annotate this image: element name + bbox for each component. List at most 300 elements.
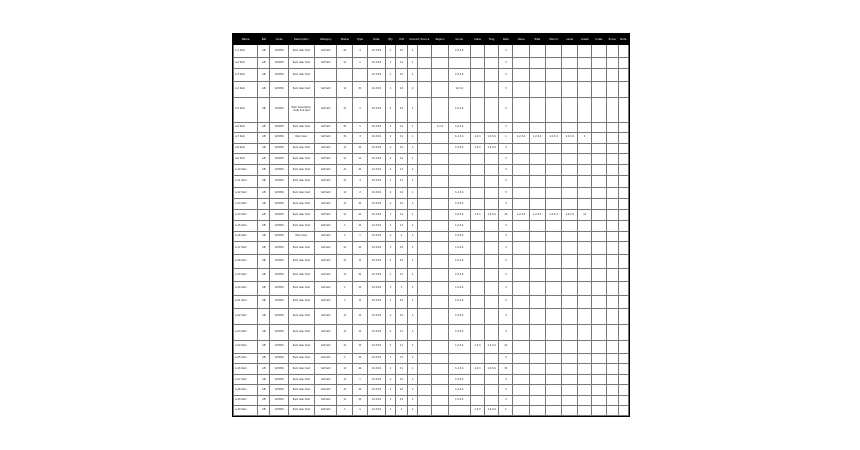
table-cell[interactable] [606, 132, 618, 143]
table-cell[interactable]: Cat text [314, 221, 336, 231]
table-cell[interactable] [562, 340, 578, 353]
table-cell[interactable]: 12.3.04 [367, 324, 385, 340]
table-cell[interactable]: 12.3.04 [367, 395, 385, 405]
table-cell[interactable]: 3 [499, 309, 513, 325]
table-cell[interactable]: 11 [353, 353, 367, 363]
table-cell[interactable]: 12.3.04 [367, 143, 385, 153]
table-cell[interactable]: A-14 item [234, 210, 258, 221]
table-cell[interactable] [470, 187, 484, 198]
table-cell[interactable] [592, 210, 606, 221]
column-header[interactable]: Amount [408, 35, 418, 45]
table-cell[interactable] [470, 268, 484, 281]
table-cell[interactable]: Item desc text [288, 405, 314, 415]
table-cell[interactable]: 1 [337, 295, 353, 308]
table-cell[interactable] [418, 132, 432, 143]
table-cell[interactable] [418, 405, 432, 415]
table-cell[interactable] [513, 268, 529, 281]
table-cell[interactable]: Cat text [314, 364, 336, 375]
table-cell[interactable]: 11 [395, 221, 407, 231]
table-cell[interactable]: 11 [337, 241, 353, 254]
table-cell[interactable] [485, 385, 499, 395]
table-cell[interactable]: Cat text [314, 122, 336, 132]
table-cell[interactable] [418, 340, 432, 353]
column-header[interactable]: Category [314, 35, 336, 45]
table-cell[interactable]: 1 [408, 255, 418, 268]
table-cell[interactable] [470, 153, 484, 164]
table-cell[interactable] [513, 375, 529, 385]
table-cell[interactable] [432, 340, 448, 353]
table-cell[interactable]: 1 [353, 375, 367, 385]
table-cell[interactable]: 12 [395, 241, 407, 254]
table-cell[interactable]: 21 [353, 241, 367, 254]
table-cell[interactable]: A-24 item [234, 340, 258, 353]
table-cell[interactable] [545, 187, 561, 198]
table-cell[interactable]: 1 [385, 405, 395, 415]
table-cell[interactable] [513, 97, 529, 122]
table-cell[interactable]: AB [258, 255, 270, 268]
table-cell[interactable]: 1.2.3.4 [448, 132, 470, 143]
table-cell[interactable] [606, 295, 618, 308]
table-cell[interactable] [513, 231, 529, 241]
table-cell[interactable]: 3 [499, 295, 513, 308]
table-cell[interactable] [513, 198, 529, 209]
table-cell[interactable]: Item desc text [288, 255, 314, 268]
table-cell[interactable] [578, 143, 592, 153]
table-cell[interactable]: A-8 item [234, 143, 258, 153]
column-header[interactable]: Grade [578, 35, 592, 45]
table-cell[interactable]: 3 [499, 122, 513, 132]
table-cell[interactable] [448, 165, 470, 176]
table-cell[interactable] [418, 364, 432, 375]
table-cell[interactable]: 1 [385, 68, 395, 81]
table-cell[interactable] [529, 45, 545, 58]
table-cell[interactable]: Item desc text [288, 340, 314, 353]
table-cell[interactable]: 21 [353, 82, 367, 98]
table-cell[interactable] [618, 198, 628, 209]
table-cell[interactable] [529, 282, 545, 295]
table-cell[interactable] [529, 340, 545, 353]
table-cell[interactable] [606, 405, 618, 415]
table-cell[interactable] [592, 364, 606, 375]
table-cell[interactable] [606, 268, 618, 281]
table-cell[interactable] [578, 340, 592, 353]
table-cell[interactable]: 2 [353, 187, 367, 198]
table-cell[interactable] [618, 295, 628, 308]
table-cell[interactable] [432, 68, 448, 81]
table-cell[interactable] [592, 375, 606, 385]
table-cell[interactable]: 1 [408, 58, 418, 68]
table-cell[interactable]: 123456 [270, 198, 288, 209]
table-cell[interactable]: 11 [353, 309, 367, 325]
table-cell[interactable]: 1 [385, 353, 395, 363]
table-cell[interactable] [592, 340, 606, 353]
table-cell[interactable]: 12.3.04 [367, 375, 385, 385]
table-cell[interactable] [592, 132, 606, 143]
table-cell[interactable] [529, 255, 545, 268]
table-cell[interactable]: 11 [337, 82, 353, 98]
table-cell[interactable] [578, 282, 592, 295]
table-cell[interactable] [618, 58, 628, 68]
table-cell[interactable] [618, 210, 628, 221]
table-cell[interactable] [529, 198, 545, 209]
table-cell[interactable]: 11 [337, 176, 353, 187]
table-cell[interactable] [606, 385, 618, 395]
table-cell[interactable]: 1.2.3.4 [448, 97, 470, 122]
table-cell[interactable] [432, 176, 448, 187]
table-cell[interactable] [606, 97, 618, 122]
table-cell[interactable] [618, 221, 628, 231]
table-cell[interactable]: 11 [337, 210, 353, 221]
table-cell[interactable] [606, 375, 618, 385]
table-cell[interactable]: 1.2.3.4 [485, 340, 499, 353]
table-cell[interactable]: 1.2.3 [470, 364, 484, 375]
table-cell[interactable]: 1.2.3.4 [448, 324, 470, 340]
table-cell[interactable]: 3 [499, 45, 513, 58]
table-cell[interactable]: 3 [499, 153, 513, 164]
table-cell[interactable]: A-29 item [234, 395, 258, 405]
table-cell[interactable] [545, 143, 561, 153]
table-cell[interactable]: 123456 [270, 282, 288, 295]
table-cell[interactable]: AB [258, 309, 270, 325]
table-cell[interactable]: 1 [385, 221, 395, 231]
table-cell[interactable] [578, 58, 592, 68]
table-cell[interactable] [470, 309, 484, 325]
column-header[interactable]: Qty [385, 35, 395, 45]
table-cell[interactable] [545, 231, 561, 241]
table-cell[interactable] [618, 255, 628, 268]
table-cell[interactable] [470, 165, 484, 176]
table-cell[interactable] [592, 353, 606, 363]
table-cell[interactable] [485, 176, 499, 187]
table-cell[interactable]: 11 [337, 165, 353, 176]
table-cell[interactable] [618, 187, 628, 198]
table-cell[interactable]: 1.2.3 [470, 210, 484, 221]
table-cell[interactable] [432, 353, 448, 363]
column-header[interactable]: Region [432, 35, 448, 45]
table-cell[interactable] [562, 295, 578, 308]
table-cell[interactable] [618, 165, 628, 176]
table-cell[interactable]: Item desc text [288, 165, 314, 176]
table-cell[interactable]: Cat text [314, 97, 336, 122]
table-cell[interactable] [418, 309, 432, 325]
table-cell[interactable] [418, 45, 432, 58]
table-cell[interactable] [470, 82, 484, 98]
table-cell[interactable] [470, 58, 484, 68]
table-cell[interactable] [578, 255, 592, 268]
table-cell[interactable] [418, 143, 432, 153]
table-cell[interactable]: 1 [385, 364, 395, 375]
table-cell[interactable]: 1 [385, 198, 395, 209]
table-cell[interactable]: AB [258, 282, 270, 295]
table-cell[interactable]: 1 [395, 231, 407, 241]
table-cell[interactable] [562, 68, 578, 81]
table-cell[interactable] [545, 375, 561, 385]
table-cell[interactable] [562, 122, 578, 132]
table-cell[interactable]: 123456 [270, 353, 288, 363]
table-cell[interactable] [485, 58, 499, 68]
table-cell[interactable]: A-6 item [234, 122, 258, 132]
table-cell[interactable]: A-22 item [234, 309, 258, 325]
table-cell[interactable]: 11 [395, 340, 407, 353]
table-cell[interactable] [529, 395, 545, 405]
table-cell[interactable] [432, 221, 448, 231]
table-cell[interactable] [470, 122, 484, 132]
table-cell[interactable]: Item desc text [288, 187, 314, 198]
table-cell[interactable]: 123456 [270, 255, 288, 268]
table-cell[interactable] [578, 324, 592, 340]
table-cell[interactable]: 123456 [270, 231, 288, 241]
table-cell[interactable]: 123456 [270, 45, 288, 58]
table-cell[interactable]: 12.3.04 [367, 268, 385, 281]
table-cell[interactable]: Item desc text [288, 45, 314, 58]
table-cell[interactable]: Item desc text [288, 58, 314, 68]
table-cell[interactable]: 11 [337, 375, 353, 385]
table-cell[interactable] [562, 255, 578, 268]
table-cell[interactable]: Cat text [314, 324, 336, 340]
table-cell[interactable]: 12 [395, 255, 407, 268]
table-cell[interactable]: AB [258, 132, 270, 143]
table-cell[interactable]: Cat text [314, 45, 336, 58]
table-cell[interactable]: AB [258, 385, 270, 395]
table-cell[interactable] [545, 282, 561, 295]
table-cell[interactable] [606, 165, 618, 176]
table-cell[interactable]: Cat text [314, 187, 336, 198]
table-cell[interactable] [448, 153, 470, 164]
table-cell[interactable] [418, 187, 432, 198]
table-cell[interactable]: Item desc text [288, 353, 314, 363]
table-cell[interactable] [485, 153, 499, 164]
table-cell[interactable] [513, 340, 529, 353]
table-cell[interactable] [545, 385, 561, 395]
table-cell[interactable]: 11 [395, 364, 407, 375]
table-cell[interactable]: 21 [353, 143, 367, 153]
table-cell[interactable] [618, 268, 628, 281]
table-cell[interactable] [562, 153, 578, 164]
table-cell[interactable]: Cat text [314, 231, 336, 241]
table-cell[interactable]: A-13 item [234, 198, 258, 209]
table-cell[interactable] [606, 340, 618, 353]
table-cell[interactable] [592, 268, 606, 281]
table-cell[interactable] [606, 82, 618, 98]
table-cell[interactable]: 1 [353, 122, 367, 132]
table-cell[interactable]: AB [258, 165, 270, 176]
table-cell[interactable]: 12.3.04 [367, 221, 385, 231]
table-cell[interactable]: 1 [385, 340, 395, 353]
table-cell[interactable]: Item desc text [288, 282, 314, 295]
table-cell[interactable] [545, 153, 561, 164]
table-cell[interactable]: 12 [395, 309, 407, 325]
table-cell[interactable]: 123456 [270, 68, 288, 81]
table-cell[interactable] [470, 176, 484, 187]
table-cell[interactable]: 1.2.3.4 [448, 198, 470, 209]
table-cell[interactable]: 11 [337, 340, 353, 353]
table-cell[interactable] [606, 282, 618, 295]
table-cell[interactable]: 11 [395, 165, 407, 176]
column-header[interactable]: Group [448, 35, 470, 45]
table-cell[interactable]: 1 [499, 405, 513, 415]
table-cell[interactable]: 1 [385, 132, 395, 143]
column-header[interactable]: Index [592, 35, 606, 45]
table-cell[interactable]: 1 [499, 132, 513, 143]
table-cell[interactable]: 12.3.4 [448, 82, 470, 98]
table-cell[interactable]: A-28 item [234, 385, 258, 395]
table-cell[interactable] [418, 198, 432, 209]
table-cell[interactable]: Item desc text [288, 68, 314, 81]
table-cell[interactable]: 1 [385, 385, 395, 395]
table-cell[interactable] [418, 385, 432, 395]
table-cell[interactable] [513, 153, 529, 164]
table-cell[interactable]: 123456 [270, 210, 288, 221]
table-cell[interactable]: 14 [395, 82, 407, 98]
table-cell[interactable] [562, 58, 578, 68]
table-cell[interactable] [606, 309, 618, 325]
table-cell[interactable]: Cat text [314, 385, 336, 395]
table-cell[interactable] [470, 385, 484, 395]
table-cell[interactable] [448, 176, 470, 187]
table-cell[interactable]: 1 [353, 405, 367, 415]
table-cell[interactable] [592, 295, 606, 308]
table-cell[interactable] [562, 198, 578, 209]
table-cell[interactable]: 1 [408, 309, 418, 325]
table-cell[interactable]: AB [258, 198, 270, 209]
table-cell[interactable]: Item desc text [288, 395, 314, 405]
table-cell[interactable]: 11 [395, 210, 407, 221]
table-cell[interactable] [529, 231, 545, 241]
table-cell[interactable] [578, 221, 592, 231]
table-cell[interactable] [618, 309, 628, 325]
table-cell[interactable]: AB [258, 153, 270, 164]
table-cell[interactable]: 1 [408, 45, 418, 58]
table-cell[interactable]: 12.3.04 [367, 58, 385, 68]
table-cell[interactable]: 1.2.3.4 [485, 143, 499, 153]
table-cell[interactable] [578, 82, 592, 98]
table-cell[interactable]: Cat text [314, 132, 336, 143]
table-cell[interactable]: A-12 item [234, 187, 258, 198]
table-cell[interactable] [545, 405, 561, 415]
table-cell[interactable] [485, 268, 499, 281]
table-cell[interactable]: 1 [408, 405, 418, 415]
table-cell[interactable] [418, 68, 432, 81]
table-cell[interactable] [470, 255, 484, 268]
table-cell[interactable]: 3 [499, 176, 513, 187]
table-cell[interactable] [485, 45, 499, 58]
table-cell[interactable]: A-30 item [234, 405, 258, 415]
table-cell[interactable] [545, 364, 561, 375]
table-cell[interactable]: 11 [353, 255, 367, 268]
table-cell[interactable]: 1.2.3.4 [448, 340, 470, 353]
table-cell[interactable]: 11 [337, 187, 353, 198]
table-cell[interactable]: Item desc text [288, 295, 314, 308]
table-cell[interactable] [618, 143, 628, 153]
table-cell[interactable]: Item desc text [288, 143, 314, 153]
table-cell[interactable] [513, 68, 529, 81]
table-cell[interactable]: 1 [408, 268, 418, 281]
column-header[interactable]: Ref [258, 35, 270, 45]
table-cell[interactable] [432, 268, 448, 281]
table-cell[interactable] [513, 221, 529, 231]
table-cell[interactable] [485, 241, 499, 254]
table-cell[interactable] [578, 176, 592, 187]
table-cell[interactable]: AB [258, 405, 270, 415]
table-cell[interactable] [562, 353, 578, 363]
table-cell[interactable]: 3 [499, 324, 513, 340]
table-cell[interactable]: 1.2.3.4 [448, 221, 470, 231]
table-cell[interactable] [432, 241, 448, 254]
table-cell[interactable]: 12 [395, 198, 407, 209]
table-cell[interactable]: Item desc text [288, 241, 314, 254]
table-cell[interactable]: AB [258, 176, 270, 187]
table-cell[interactable]: 1 [353, 58, 367, 68]
table-cell[interactable]: 11 [395, 176, 407, 187]
table-cell[interactable]: A-7 item [234, 132, 258, 143]
table-cell[interactable] [592, 58, 606, 68]
table-cell[interactable] [578, 309, 592, 325]
table-cell[interactable]: Cat text [314, 395, 336, 405]
table-cell[interactable]: 11 [353, 221, 367, 231]
table-cell[interactable] [618, 68, 628, 81]
table-cell[interactable]: 123456 [270, 295, 288, 308]
table-cell[interactable]: 1 [337, 282, 353, 295]
table-cell[interactable]: 12 [395, 295, 407, 308]
table-cell[interactable]: 123456 [270, 324, 288, 340]
table-cell[interactable]: 12.3.04 [367, 122, 385, 132]
table-cell[interactable]: Item desc text [288, 364, 314, 375]
table-cell[interactable] [470, 353, 484, 363]
table-cell[interactable]: 1 [408, 295, 418, 308]
table-cell[interactable]: 2 [353, 97, 367, 122]
table-cell[interactable] [418, 353, 432, 363]
table-cell[interactable]: Cat text [314, 255, 336, 268]
table-cell[interactable]: 41 [337, 45, 353, 58]
table-cell[interactable] [418, 153, 432, 164]
table-cell[interactable]: A-17 item [234, 241, 258, 254]
table-cell[interactable] [606, 255, 618, 268]
table-cell[interactable] [529, 309, 545, 325]
table-cell[interactable] [432, 143, 448, 153]
table-cell[interactable] [353, 68, 367, 81]
table-cell[interactable] [432, 45, 448, 58]
table-cell[interactable]: AB [258, 375, 270, 385]
table-cell[interactable]: A-15 item [234, 221, 258, 231]
table-cell[interactable] [513, 385, 529, 395]
table-cell[interactable] [618, 97, 628, 122]
table-cell[interactable] [618, 375, 628, 385]
table-cell[interactable]: 12 [395, 375, 407, 385]
table-cell[interactable] [529, 97, 545, 122]
table-cell[interactable] [470, 45, 484, 58]
column-header[interactable]: Note [618, 35, 628, 45]
table-cell[interactable]: 1.2.3.4 [448, 187, 470, 198]
table-cell[interactable]: A-21 item [234, 295, 258, 308]
table-cell[interactable] [578, 153, 592, 164]
table-cell[interactable]: 123456 [270, 82, 288, 98]
table-cell[interactable]: 1 [408, 68, 418, 81]
table-cell[interactable] [529, 241, 545, 254]
table-cell[interactable]: 123456 [270, 241, 288, 254]
table-cell[interactable]: 11 [337, 395, 353, 405]
table-cell[interactable] [606, 221, 618, 231]
table-cell[interactable]: Item desc text [288, 176, 314, 187]
table-cell[interactable] [545, 198, 561, 209]
table-cell[interactable]: 12 [395, 385, 407, 395]
table-cell[interactable]: 123456 [270, 395, 288, 405]
table-cell[interactable]: 1 [408, 153, 418, 164]
table-cell[interactable]: 123456 [270, 268, 288, 281]
table-cell[interactable]: 123456 [270, 132, 288, 143]
table-cell[interactable] [545, 255, 561, 268]
table-cell[interactable]: Cat text [314, 241, 336, 254]
table-cell[interactable] [513, 405, 529, 415]
